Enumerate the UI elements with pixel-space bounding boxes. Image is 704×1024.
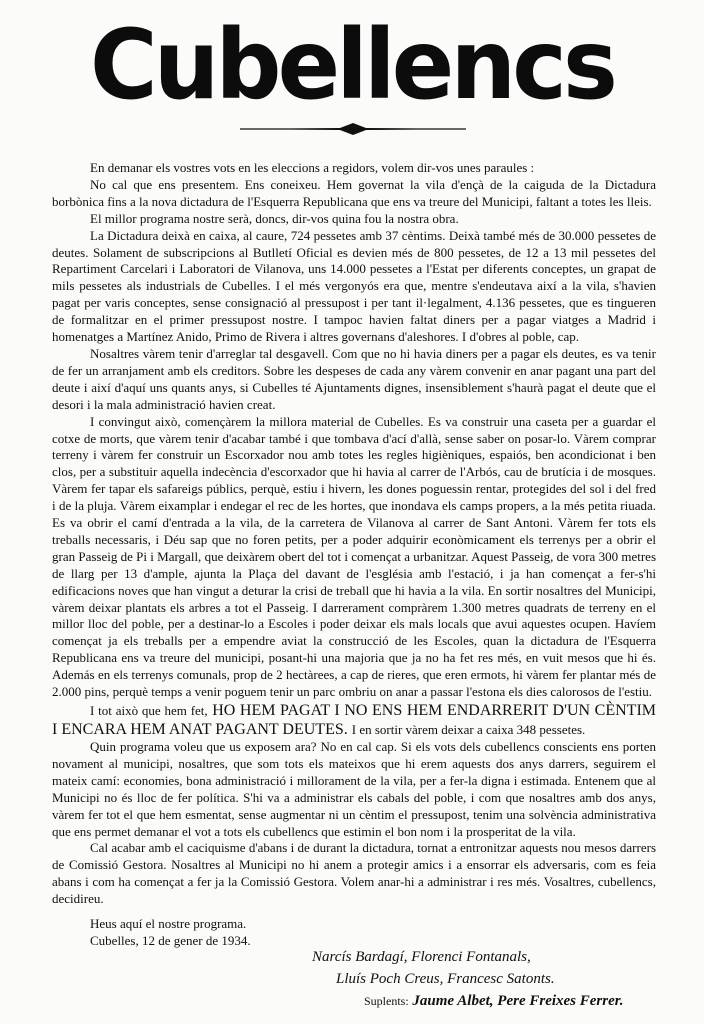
- paragraph: Cal acabar amb el caciquisme d'abans i de durant la dictadura, tornat a entronitzar aquests nou mesos darrers de Comissió Gestora. Nosaltres al Municipi no hi anem a protegir amics i a ensorrar els adversaris, com es feia abans i com ha començat a fer ja la Comissió Gestora. Volem anar-hi a administrar i res més. Vosaltres, cubellencs, decidireu.: [52, 840, 656, 907]
- paragraph: I convingut això, començàrem la millora material de Cubelles. Es va construir una caseta per a guardar el cotxe de morts, que vàrem tenir d'acabar també i que tombava d'ací d'allà, sense saber on posar-lo. Vàrem comprar terreny i vàrem fer construir un Escorxador nou amb totes les regles higièniques, espaiós, ben acondicionat i ben clos, per a substituir aquella indecència d'escorxador que hi havia al carrer de l'Arbós, cau de brutícia i de mosques. Vàrem fer tapar els safareigs públics, perquè, estiu i hivern, les dones poguessin rentar, protegides del sol i del fred i de la pluja. Vàrem eixamplar i endegar el rec de les hortes, que inondava els camps propers, a la més petita riuada. Es va obrir el camí d'entrada a la vila, de la carretera de Vilanova al carrer de Sant Antoni. Vàrem fer tots els treballs necessaris, i Déu sap que no foren petits, per a poder adquirir econòmicament els terrenys per a obrir el gran Passeig de Pi i Margall, que deixàrem obert del tot i començat a urbanitzar. Aquest Passeig, de vora 300 metres de llarg per 13 d'ample, ajunta la Plaça del davant de l'església amb l'estació, i ja han començat a fer-s'hi edificacions noves que han vingut a deturar la crisi de treball que hi havia a la vila. En sortir nosaltres del Municipi, vàrem deixar plantats els arbres a tot el Passeig. I darrerament compràrem 1.300 metres quadrats de terreny en el millor lloc del poble, per a destinar-lo a Escoles i poder deixar els mals locals que avui aquestes ocupen. Havíem començat ja els treballs per a empendre aviat la construcció de les Escoles, quan la dictadura de l'Esquerra Republicana ens va treure del municipi, posant-hi una majoria que ja no ha fet res més, en vuit mesos que hi és. Además en els terrenys comunals, prop de 2 hectàrees, a cap de rieres, que eren ermots, hi vàrem fer plantar més de 2.000 pins, perquè temps a venir poguem tenir un parc ombriu on anar a passar l'estona els dies calorosos de l'estiu.: [52, 413, 656, 700]
- poster-title: Cubellencs: [89, 9, 615, 121]
- paragraph: No cal que ens presentem. Ens coneixeu. Hem governat la vila d'ençà de la caiguda de la Dictadura borbònica fins a la nova dictadura de l'Esquerra Republicana que ens va treure del Municipi, faltant a totes les lleis.: [52, 176, 656, 209]
- paragraph: Quin programa voleu que us exposem ara? No en cal cap. Si els vots dels cubellencs conscients ens porten novament al municipi, nosaltres, que som tots els mateixos que hi erem aquests dos anys darrers, seguirem el mateix camí: economies, bona administració i millorament de la vila, per a fer-la digna i estimada. Entenem que al Municipi no és lloc de fer política. S'hi va a administrar els cabals del poble, i com que nosaltres amb dos anys, vàrem fer tot el que hem esmentat, sense augmentar ni un cèntim el pressupost, tenim una solvència administrativa que ens permet demanar el vot a tots els cubellencs que estimin el bon nom i la prosperitat de la vila.: [52, 739, 656, 839]
- closing-block: [90, 915, 251, 949]
- closing-date: Cubelles, 12 de gener de 1934.: [90, 933, 251, 948]
- highlight-suffix: I en sortir vàrem deixar a caixa 348 pessetes.: [351, 722, 586, 737]
- manifesto-body: [52, 160, 656, 908]
- divider-ornament: [240, 123, 466, 135]
- closing-program: Heus aquí el nostre programa.: [90, 916, 247, 931]
- signature-suplents: [364, 990, 624, 1012]
- suplents-label: Suplents:: [364, 994, 409, 1008]
- paragraph-intro: En demanar els vostres vots en les eleccions a regidors, volem dir-vos unes paraules :: [90, 160, 535, 175]
- paragraph: El millor programa nostre serà, doncs, dir-vos quina fou la nostra obra.: [90, 210, 459, 226]
- paragraph: Nosaltres vàrem tenir d'arreglar tal desgavell. Com que no hi havia diners per a pagar els deutes, es va tenir de fer un arranjament amb els creditors. Sobre les despeses de cada any vàrem convenir en anar pagant una part del deute i així d'aquí uns quants anys, si Cubelles té Ajuntaments dignes, insensiblement s'haurà pagat el deute que el desori i la mala administració havien creat.: [52, 345, 656, 412]
- paragraph-highlight: [52, 701, 656, 739]
- highlight-caps: HO HEM PAGAT I NO ENS HEM ENDARRERIT D'UN CÈNTIM I ENCARA HEM ANAT PAGANT DEUTES.: [52, 702, 656, 738]
- signature-line-2: Lluís Poch Creus, Francesc Satonts.: [336, 971, 555, 987]
- suplents-names: Jaume Albet, Pere Freixes Ferrer.: [412, 993, 624, 1009]
- paragraph: La Dictadura deixà en caixa, al caure, 724 pessetes amb 37 cèntims. Deixà també més de 30.000 pessetes de deutes. Solament de subscripcions al Butlletí Oficial es devien més de 800 pessetes, de 12 a 13 mil pessetes del Repartiment Carcelari i Laboratori de Vilanova, uns 14.000 pessetes a l'Estat per diferents conceptes, un grapat de mils pessetes als industrials de Cubelles. I el més vergonyós era que, mentre s'endeutava així a la vila, s'havien pagat per varis conceptes, sense consignació al pressupost i per tant il·legalment, 4.136 pessetes, que es tingueren de formalitzar en el primer pressupost nostre. I tampoc havien faltat diners per a pagar viatges a Madrid i homenatges a Martínez Anido, Primo de Rivera i altres governans d'aleshores. I d'obres al poble, cap.: [52, 227, 656, 345]
- highlight-prefix: I tot això que hem fet,: [90, 703, 208, 718]
- signature-line-1: Narcís Bardagí, Florenci Fontanals,: [312, 949, 531, 965]
